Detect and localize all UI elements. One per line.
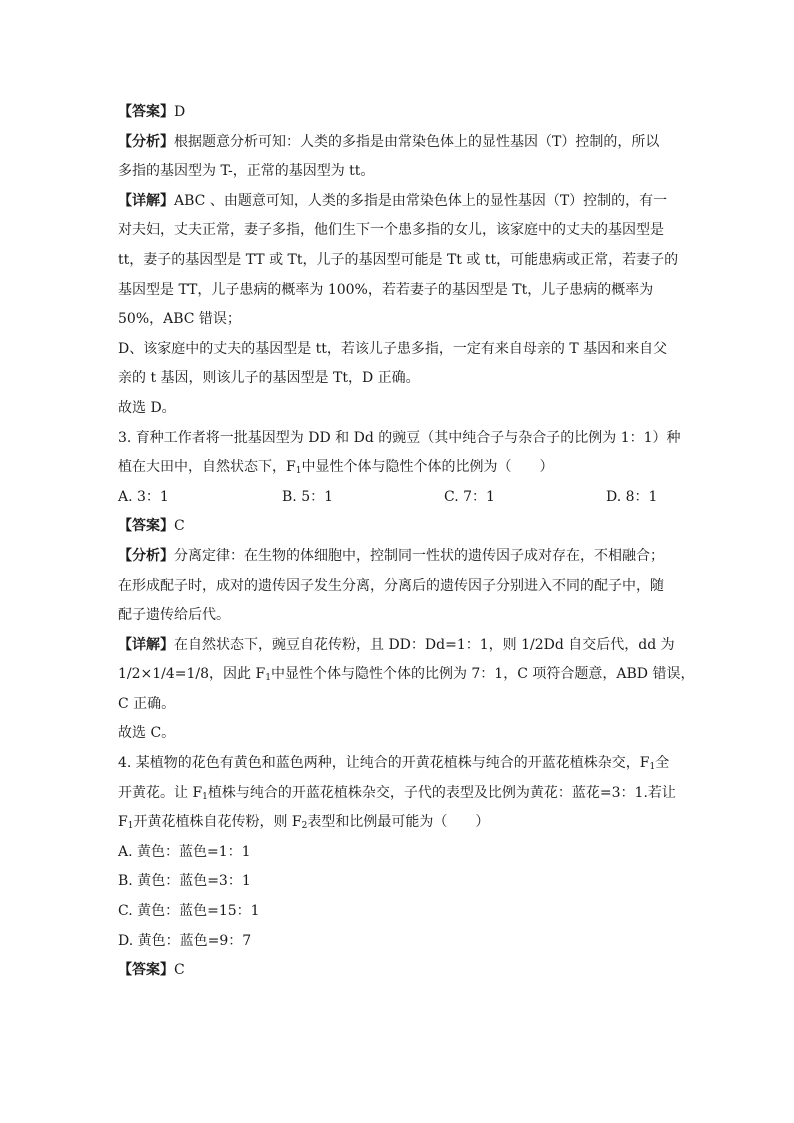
answer-value: C — [174, 962, 185, 979]
analysis-text: 分离定律：在生物的体细胞中，控制同一性状的遗传因子成对存在，不相融合； — [174, 547, 664, 564]
subscript: 1 — [202, 791, 208, 802]
analysis-tag: 【分析】 — [118, 133, 174, 150]
q4-stem-line — [118, 808, 678, 838]
stem-text: F — [118, 814, 128, 831]
subscript: 1 — [265, 673, 271, 684]
analysis-tag: 【分析】 — [118, 547, 174, 564]
subscript: 1 — [295, 466, 302, 477]
q3-stem-line — [118, 453, 678, 483]
detail-tag: 【详解】 — [118, 636, 174, 653]
answer-tag: 【答案】 — [118, 104, 174, 120]
q2-conclusion: 故选 D。 — [118, 399, 176, 416]
detail-text: 中显性个体与隐性个体的比例为 7：1，C 项符合题意，ABD 错误， — [270, 666, 695, 683]
stem-text: 开黄花植株自花传粉，则 F — [133, 814, 302, 831]
q3-option-b: B. 5：1 — [282, 488, 334, 505]
answer-tag: 【答案】 — [118, 962, 174, 979]
q3-detail-line — [118, 660, 695, 690]
page-content — [118, 98, 695, 986]
q4-option-b: B. 黄色：蓝色=3：1 — [118, 873, 251, 890]
answer-tag: 【答案】 — [118, 518, 174, 535]
detail-tag: 【详解】 — [118, 192, 174, 209]
q2-detail-line: tt，妻子的基因型是 TT 或 Tt，儿子的基因型可能是 Tt 或 tt，可能患病或正常，若妻子的 — [118, 251, 679, 268]
detail-text: 1/2×1/4=1/8，因此 F — [118, 666, 266, 683]
q2-analysis-line: 多指的基因型为 T-，正常的基因型为 tt。 — [118, 163, 375, 180]
subscript: 1 — [127, 821, 134, 832]
q4-stem-line — [118, 749, 678, 779]
q3-answer — [118, 512, 678, 542]
subscript: 1 — [649, 762, 656, 773]
detail-text: ABC 、由题意可知，人类的多指是由常染色体上的显性基因（T）控制的，有一 — [174, 192, 668, 209]
q2-detail-line: 基因型是 TT，儿子患病的概率为 100%，若若妻子的基因型是 Tt，儿子患病的概率为 — [118, 281, 654, 298]
q3-options — [118, 483, 678, 513]
stem-text: 开黄花。让 F — [118, 784, 203, 801]
q3-analysis-line: 在形成配子时，成对的遗传因子发生分离，分离后的遗传因子分别进入不同的配子中，随 — [118, 577, 664, 594]
stem-text: 全 — [655, 755, 670, 772]
q2-detail-line: 亲的 t 基因，则该儿子的基因型是 Tt，D 正确。 — [118, 370, 420, 387]
q4-option-a: A. 黄色：蓝色=1：1 — [118, 843, 251, 860]
stem-text: 4. 某植物的花色有黄色和蓝色两种，让纯合的开黄花植株与纯合的开蓝花植株杂交，F — [118, 755, 650, 772]
q3-detail-line: C 正确。 — [118, 695, 176, 712]
subscript: 2 — [301, 821, 308, 832]
q3-option-d: D. 8：1 — [606, 488, 658, 505]
q3-option-c: C. 7：1 — [444, 488, 495, 505]
q2-detail-line: D、该家庭中的丈夫的基因型是 tt，若该儿子患多指，一定有来自母亲的 T 基因和来自父 — [118, 340, 668, 357]
q2-detail-line: 50%，ABC 错误； — [118, 311, 241, 328]
q2-detail-line: 对夫妇，丈夫正常，妻子多指，他们生下一个患多指的女儿，该家庭中的丈夫的基因型是 — [118, 222, 664, 239]
q3-option-a: A. 3：1 — [118, 488, 169, 505]
stem-text: 表型和比例最可能为（ ） — [307, 814, 490, 831]
detail-text: 在自然状态下，豌豆自花传粉，且 DD：Dd=1：1，则 1/2Dd 自交后代，dd 为 — [174, 636, 675, 653]
q3-analysis-line — [118, 542, 678, 572]
q4-stem-line — [118, 779, 678, 809]
q2-answer — [118, 98, 678, 128]
q4-answer — [118, 956, 678, 986]
stem-text: 植株与纯合的开蓝花植株杂交，子代的表型及比例为黄花：蓝花=3：1.若让 — [207, 784, 676, 801]
q3-detail-line — [118, 631, 678, 661]
q3-stem-line: 3. 育种工作者将一批基因型为 DD 和 Dd 的豌豆（其中纯合子与杂合子的比例为 1：1）种 — [118, 429, 681, 446]
answer-value: C — [174, 518, 185, 535]
q4-option-c: C. 黄色：蓝色=15：1 — [118, 903, 260, 920]
stem-text: 植在大田中，自然状态下，F — [118, 459, 296, 476]
q2-detail-line — [118, 187, 678, 217]
stem-text: 中显性个体与隐性个体的比例为（ ） — [301, 459, 554, 476]
q3-analysis-line: 配子遗传给后代。 — [118, 607, 230, 624]
answer-value: D — [174, 104, 186, 120]
analysis-text: 根据题意分析可知：人类的多指是由常染色体上的显性基因（T）控制的，所以 — [174, 133, 660, 150]
q2-analysis-line — [118, 128, 678, 158]
q4-option-d: D. 黄色：蓝色=9：7 — [118, 932, 252, 949]
q3-conclusion: 故选 C。 — [118, 725, 176, 742]
